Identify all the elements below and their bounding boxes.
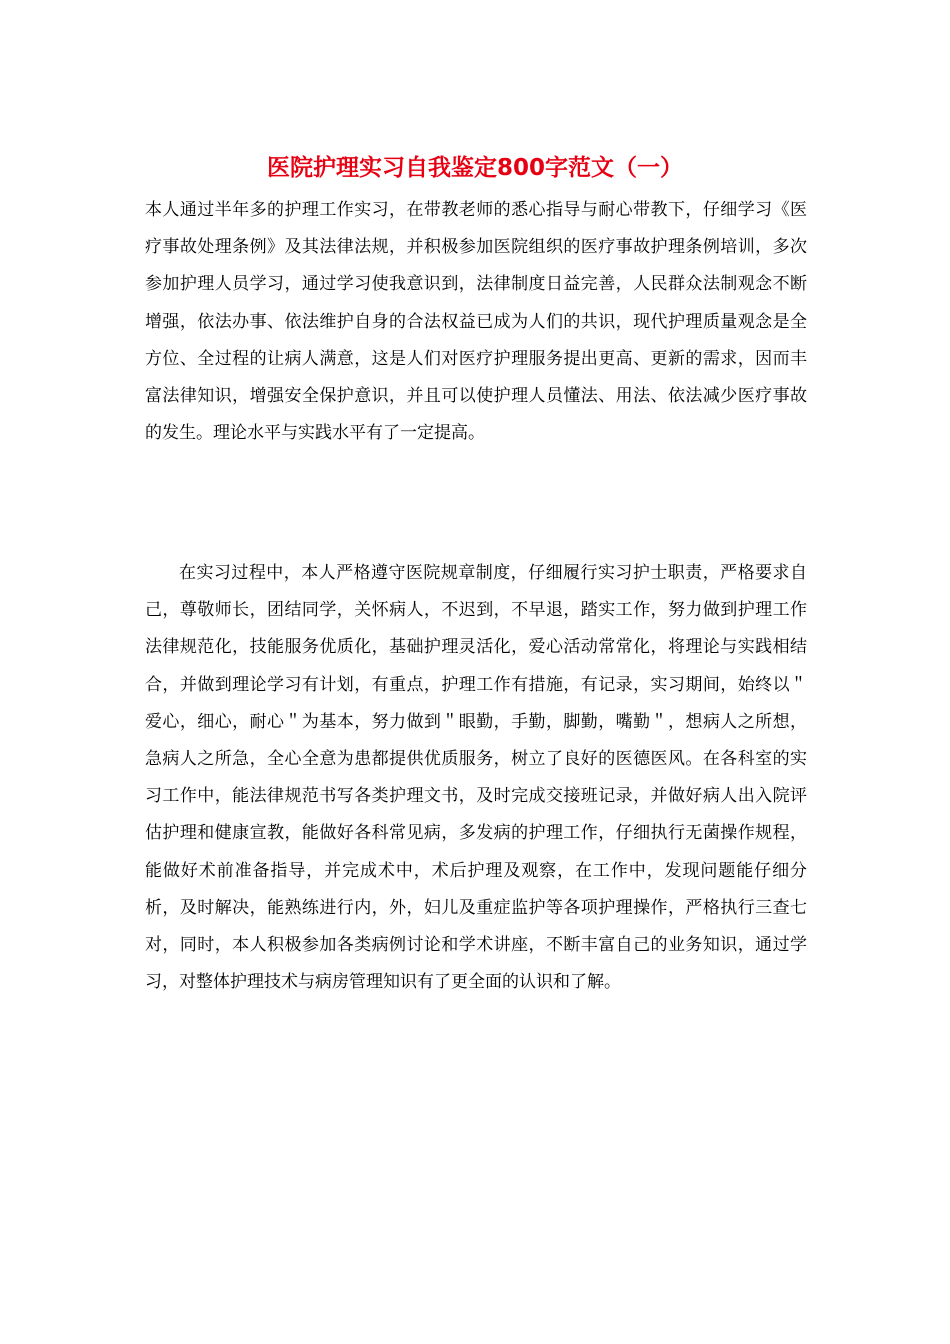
body-paragraph-1: 本人通过半年多的护理工作实习，在带教老师的悉心指导与耐心带教下，仔细学习《医疗事故处理条例》及其法律法规，并积极参加医院组织的医疗事故护理条例培训，多次参加护理人员学习，通过学习使我意识到，法律制度日益完善，人民群众法制观念不断增强，依法办事、依法维护自身的合法权益已成为人们的共识，现代护理质量观念是全方位、全过程的让病人满意，这是人们对医疗护理服务提出更高、更新的需求，因而丰富法律知识，增强安全保护意识，并且可以使护理人员懂法、用法、依法减少医疗事故的发生。理论水平与实践水平有了一定提高。 [145, 200, 807, 444]
page-title: 医院护理实习自我鉴定800字范文（一） [266, 155, 683, 181]
body-paragraph-2: 在实习过程中，本人严格遵守医院规章制度，仔细履行实习护士职责，严格要求自己，尊敬师长，团结同学，关怀病人，不迟到，不早退，踏实工作，努力做到护理工作法律规范化，技能服务优质化，基础护理灵活化，爱心活动常常化，将理论与实践相结合，并做到理论学习有计划，有重点，护理工作有措施，有记录，实习期间，始终以＂爱心，细心，耐心＂为基本，努力做到＂眼勤，手勤，脚勤，嘴勤＂，想病人之所想，急病人之所急，全心全意为患都提供优质服务，树立了良好的医德医风。在各科室的实习工作中，能法律规范书写各类护理文书，及时完成交接班记录，并做好病人出入院评估护理和健康宣教，能做好各科常见病，多发病的护理工作，仔细执行无菌操作规程，能做好术前准备指导，并完成术中，术后护理及观察，在工作中，发现问题能仔细分析，及时解决，能熟练进行内，外，妇儿及重症监护等各项护理操作，严格执行三查七对，同时，本人积极参加各类病例讨论和学术讲座，不断丰富自己的业务知识，通过学习，对整体护理技术与病房管理知识有了更全面的认识和了解。 [145, 563, 807, 993]
